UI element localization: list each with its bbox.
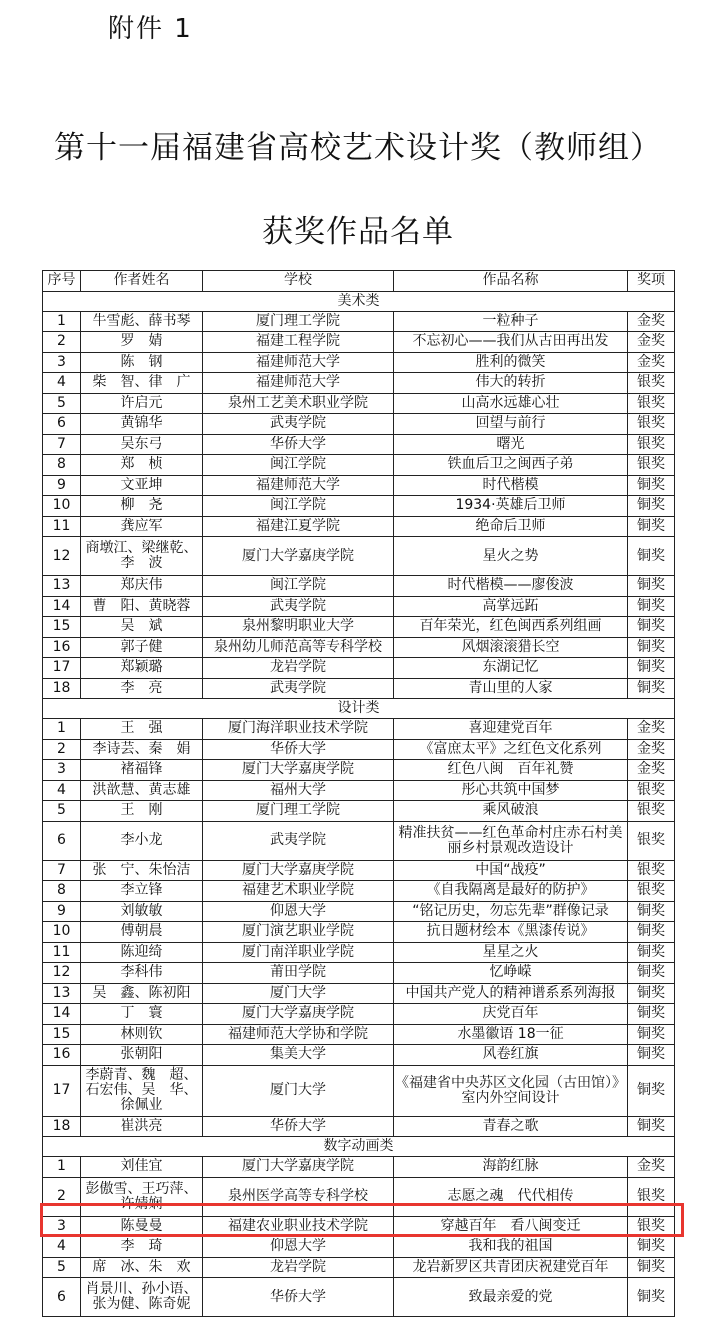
table-row: [43, 658, 675, 679]
school-name: 厦门海洋职业技术学院: [203, 719, 394, 740]
author-name: 刘敏敏: [81, 901, 203, 922]
table-row: [43, 434, 675, 455]
award-level: 铜奖: [628, 1004, 675, 1025]
author-name: 陈迎绮: [81, 942, 203, 963]
work-title: 海韵红脉: [394, 1157, 628, 1178]
award-level: 铜奖: [628, 537, 675, 576]
document-title: 第十一届福建省高校艺术设计奖（教师组）: [54, 130, 662, 166]
work-title: 中国“战疫”: [394, 860, 628, 881]
table-row: [43, 516, 675, 537]
award-level: 银奖: [628, 373, 675, 394]
work-title: 致最亲爱的党: [394, 1278, 628, 1317]
school-name: 福州大学: [203, 780, 394, 801]
award-level: 金奖: [628, 760, 675, 781]
school-name: 厦门大学嘉庚学院: [203, 537, 394, 576]
work-title: 《富庶太平》之红色文化系列: [394, 739, 628, 760]
work-title: 时代楷模: [394, 475, 628, 496]
award-level: 金奖: [628, 332, 675, 353]
author-name: 崔洪亮: [81, 1116, 203, 1137]
school-name: 武夷学院: [203, 821, 394, 860]
author-name: 柳 尧: [81, 496, 203, 517]
work-title: 曙光: [394, 434, 628, 455]
author-name: 文亚坤: [81, 475, 203, 496]
author-name: 吴东弓: [81, 434, 203, 455]
author-name: 郑 桢: [81, 455, 203, 476]
school-name: 闽江学院: [203, 576, 394, 597]
author-name: 柴 智、律 广: [81, 373, 203, 394]
author-name: 许启元: [81, 393, 203, 414]
award-level: 银奖: [628, 414, 675, 435]
award-level: 金奖: [628, 719, 675, 740]
school-name: 仰恩大学: [203, 901, 394, 922]
award-level: 银奖: [628, 393, 675, 414]
table-row: [43, 760, 675, 781]
award-level: 金奖: [628, 352, 675, 373]
author-name: 吴 斌: [81, 617, 203, 638]
table-row: [43, 1237, 675, 1258]
award-level: 银奖: [628, 801, 675, 822]
school-name: 武夷学院: [203, 596, 394, 617]
author-name: 罗 婧: [81, 332, 203, 353]
row-index: 5: [43, 801, 81, 822]
school-name: 厦门大学嘉庚学院: [203, 760, 394, 781]
row-index: 9: [43, 475, 81, 496]
row-index: 3: [43, 352, 81, 373]
school-name: 集美大学: [203, 1045, 394, 1066]
school-name: 华侨大学: [203, 1116, 394, 1137]
award-level: 铜奖: [628, 1045, 675, 1066]
award-level: 铜奖: [628, 678, 675, 699]
row-index: 9: [43, 901, 81, 922]
table-row: [43, 414, 675, 435]
school-name: 龙岩学院: [203, 1257, 394, 1278]
row-index: 2: [43, 739, 81, 760]
row-index: 4: [43, 373, 81, 394]
author-name: 张 宁、朱怡洁: [81, 860, 203, 881]
row-index: 4: [43, 780, 81, 801]
row-index: 17: [43, 658, 81, 679]
work-title: 《福建省中央苏区文化园（古田馆）》室内外空间设计: [394, 1065, 628, 1116]
table-row: [43, 576, 675, 597]
attachment-label: 附件 1: [108, 14, 193, 44]
work-title: 水墨徽语 18一征: [394, 1024, 628, 1045]
school-name: 泉州工艺美术职业学院: [203, 393, 394, 414]
author-name: 商墩江、梁继乾、李 波: [81, 537, 203, 576]
school-name: 厦门大学: [203, 983, 394, 1004]
work-title: “铭记历史，勿忘先辈”群像记录: [394, 901, 628, 922]
row-index: 14: [43, 1004, 81, 1025]
category-row: [43, 699, 675, 719]
award-level: 铜奖: [628, 1278, 675, 1317]
school-name: 泉州医学高等专科学校: [203, 1177, 394, 1216]
award-level: 铜奖: [628, 658, 675, 679]
work-title: 抗日题材绘本《黑漆传说》: [394, 922, 628, 943]
table-row: [43, 678, 675, 699]
author-name: 傅朝晨: [81, 922, 203, 943]
table-row: [43, 1065, 675, 1116]
author-name: 曹 阳、黄晓蓉: [81, 596, 203, 617]
table-row: [43, 332, 675, 353]
author-name: 肖景川、孙小语、张为健、陈奇妮: [81, 1278, 203, 1317]
work-title: 星星之火: [394, 942, 628, 963]
school-name: 福建师范大学: [203, 475, 394, 496]
document-subtitle: 获奖作品名单: [262, 214, 454, 250]
author-name: 刘佳宜: [81, 1157, 203, 1178]
award-level: 铜奖: [628, 475, 675, 496]
work-title: 绝命后卫师: [394, 516, 628, 537]
row-index: 5: [43, 1257, 81, 1278]
school-name: 厦门南洋职业学院: [203, 942, 394, 963]
row-index: 1: [43, 1157, 81, 1178]
award-level: 银奖: [628, 780, 675, 801]
row-index: 15: [43, 617, 81, 638]
row-index: 2: [43, 332, 81, 353]
table-row: [43, 475, 675, 496]
row-index: 12: [43, 963, 81, 984]
author-name: 李 亮: [81, 678, 203, 699]
category-title: 数字动画类: [43, 1137, 675, 1157]
work-title: 1934·英雄后卫师: [394, 496, 628, 517]
column-header-school: 学校: [203, 271, 394, 292]
award-level: 银奖: [628, 455, 675, 476]
award-level: 银奖: [628, 1177, 675, 1216]
award-level: 银奖: [628, 860, 675, 881]
table-row: [43, 963, 675, 984]
work-title: 红色八闽 百年礼赞: [394, 760, 628, 781]
award-level: 铜奖: [628, 516, 675, 537]
award-level: 铜奖: [628, 617, 675, 638]
author-name: 洪歆慧、黄志雄: [81, 780, 203, 801]
school-name: 厦门大学: [203, 1065, 394, 1116]
author-name: 李 琦: [81, 1237, 203, 1258]
table-row: [43, 821, 675, 860]
school-name: 厦门大学嘉庚学院: [203, 860, 394, 881]
work-title: 山高水远雄心壮: [394, 393, 628, 414]
award-level: 铜奖: [628, 963, 675, 984]
school-name: 华侨大学: [203, 1278, 394, 1317]
award-level: 铜奖: [628, 1065, 675, 1116]
award-level: 金奖: [628, 739, 675, 760]
award-level: 铜奖: [628, 942, 675, 963]
work-title: 伟大的转折: [394, 373, 628, 394]
category-row: [43, 291, 675, 311]
table-row: [43, 1177, 675, 1216]
table-row: [43, 739, 675, 760]
work-title: 忆峥嵘: [394, 963, 628, 984]
row-index: 6: [43, 821, 81, 860]
award-level: 铜奖: [628, 637, 675, 658]
school-name: 厦门大学嘉庚学院: [203, 1004, 394, 1025]
author-name: 郭子健: [81, 637, 203, 658]
row-index: 18: [43, 678, 81, 699]
school-name: 福建师范大学协和学院: [203, 1024, 394, 1045]
author-name: 吴 鑫、陈初阳: [81, 983, 203, 1004]
row-index: 13: [43, 576, 81, 597]
work-title: 庆党百年: [394, 1004, 628, 1025]
work-title: 乘风破浪: [394, 801, 628, 822]
award-level: 铜奖: [628, 496, 675, 517]
award-level: 铜奖: [628, 576, 675, 597]
author-name: 龚应军: [81, 516, 203, 537]
column-header-index: 序号: [43, 271, 81, 292]
work-title: 青山里的人家: [394, 678, 628, 699]
school-name: 厦门理工学院: [203, 311, 394, 332]
school-name: 厦门大学嘉庚学院: [203, 1157, 394, 1178]
table-row: [43, 617, 675, 638]
table-row: [43, 1045, 675, 1066]
table-row: [43, 1116, 675, 1137]
work-title: 星火之势: [394, 537, 628, 576]
table-row: [43, 1004, 675, 1025]
award-level: 铜奖: [628, 922, 675, 943]
award-level: 铜奖: [628, 983, 675, 1004]
work-title: 《自我隔离是最好的防护》: [394, 881, 628, 902]
award-level: 银奖: [628, 434, 675, 455]
awards-table: [42, 270, 675, 1317]
table-row: [43, 1216, 675, 1237]
table-row: [43, 780, 675, 801]
table-row: [43, 922, 675, 943]
row-index: 14: [43, 596, 81, 617]
row-index: 17: [43, 1065, 81, 1116]
table-row: [43, 719, 675, 740]
row-index: 10: [43, 496, 81, 517]
table-row: [43, 393, 675, 414]
school-name: 福建师范大学: [203, 352, 394, 373]
work-title: 穿越百年 看八闽变迁: [394, 1216, 628, 1237]
work-title: 铁血后卫之闽西子弟: [394, 455, 628, 476]
work-title: 中国共产党人的精神谱系系列海报: [394, 983, 628, 1004]
school-name: 福建农业职业技术学院: [203, 1216, 394, 1237]
column-header-work: 作品名称: [394, 271, 628, 292]
school-name: 福建师范大学: [203, 373, 394, 394]
author-name: 王 强: [81, 719, 203, 740]
work-title: 一粒种子: [394, 311, 628, 332]
award-level: 铜奖: [628, 1116, 675, 1137]
school-name: 莆田学院: [203, 963, 394, 984]
school-name: 闽江学院: [203, 496, 394, 517]
work-title: 风烟滚滚猎长空: [394, 637, 628, 658]
row-index: 1: [43, 719, 81, 740]
work-title: 彤心共筑中国梦: [394, 780, 628, 801]
table-row: [43, 1157, 675, 1178]
table-row: [43, 942, 675, 963]
table-row: [43, 1257, 675, 1278]
author-name: 李科伟: [81, 963, 203, 984]
award-level: 金奖: [628, 1157, 675, 1178]
school-name: 武夷学院: [203, 414, 394, 435]
author-name: 丁 寰: [81, 1004, 203, 1025]
column-header-award: 奖项: [628, 271, 675, 292]
row-index: 6: [43, 1278, 81, 1317]
school-name: 福建艺术职业学院: [203, 881, 394, 902]
row-index: 6: [43, 414, 81, 435]
author-name: 王 刚: [81, 801, 203, 822]
category-title: 美术类: [43, 291, 675, 311]
school-name: 华侨大学: [203, 434, 394, 455]
row-index: 3: [43, 1216, 81, 1237]
work-title: 不忘初心——我们从古田再出发: [394, 332, 628, 353]
author-name: 李立锋: [81, 881, 203, 902]
author-name: 林则钦: [81, 1024, 203, 1045]
school-name: 华侨大学: [203, 739, 394, 760]
award-level: 铜奖: [628, 1237, 675, 1258]
category-title: 设计类: [43, 699, 675, 719]
table-row: [43, 860, 675, 881]
row-index: 1: [43, 311, 81, 332]
work-title: 回望与前行: [394, 414, 628, 435]
table-row: [43, 596, 675, 617]
author-name: 陈曼曼: [81, 1216, 203, 1237]
award-level: 金奖: [628, 311, 675, 332]
table-row: [43, 537, 675, 576]
row-index: 10: [43, 922, 81, 943]
school-name: 武夷学院: [203, 678, 394, 699]
work-title: 龙岩新罗区共青团庆祝建党百年: [394, 1257, 628, 1278]
column-header-author: 作者姓名: [81, 271, 203, 292]
table-row: [43, 373, 675, 394]
work-title: 时代楷模——廖俊波: [394, 576, 628, 597]
table-row: [43, 1024, 675, 1045]
row-index: 3: [43, 760, 81, 781]
table-row: [43, 352, 675, 373]
table-row: [43, 496, 675, 517]
row-index: 12: [43, 537, 81, 576]
award-level: 铜奖: [628, 596, 675, 617]
author-name: 郑颖璐: [81, 658, 203, 679]
award-level: 银奖: [628, 1216, 675, 1237]
school-name: 厦门演艺职业学院: [203, 922, 394, 943]
school-name: 龙岩学院: [203, 658, 394, 679]
school-name: 仰恩大学: [203, 1237, 394, 1258]
work-title: 东湖记忆: [394, 658, 628, 679]
row-index: 18: [43, 1116, 81, 1137]
row-index: 15: [43, 1024, 81, 1045]
table-row: [43, 637, 675, 658]
table-row: [43, 801, 675, 822]
row-index: 11: [43, 516, 81, 537]
row-index: 16: [43, 1045, 81, 1066]
author-name: 郑庆伟: [81, 576, 203, 597]
author-name: 李诗芸、秦 娟: [81, 739, 203, 760]
table-row: [43, 455, 675, 476]
table-row: [43, 983, 675, 1004]
school-name: 福建工程学院: [203, 332, 394, 353]
author-name: 黄锦华: [81, 414, 203, 435]
school-name: 闽江学院: [203, 455, 394, 476]
row-index: 2: [43, 1177, 81, 1216]
work-title: 我和我的祖国: [394, 1237, 628, 1258]
work-title: 喜迎建党百年: [394, 719, 628, 740]
work-title: 胜利的微笑: [394, 352, 628, 373]
award-level: 铜奖: [628, 1024, 675, 1045]
award-level: 铜奖: [628, 901, 675, 922]
row-index: 5: [43, 393, 81, 414]
row-index: 8: [43, 455, 81, 476]
work-title: 百年荣光，红色闽西系列组画: [394, 617, 628, 638]
table-body: [43, 291, 675, 1317]
row-index: 13: [43, 983, 81, 1004]
school-name: 泉州幼儿师范高等专科学校: [203, 637, 394, 658]
row-index: 4: [43, 1237, 81, 1258]
award-level: 铜奖: [628, 1257, 675, 1278]
table-row: [43, 311, 675, 332]
row-index: 7: [43, 860, 81, 881]
row-index: 16: [43, 637, 81, 658]
category-row: [43, 1137, 675, 1157]
author-name: 李蔚青、魏 超、石宏伟、吴 华、徐佩业: [81, 1065, 203, 1116]
work-title: 青春之歌: [394, 1116, 628, 1137]
school-name: 泉州黎明职业大学: [203, 617, 394, 638]
row-index: 11: [43, 942, 81, 963]
work-title: 高掌远跖: [394, 596, 628, 617]
table-row: [43, 881, 675, 902]
author-name: 陈 钢: [81, 352, 203, 373]
author-name: 席 冰、朱 欢: [81, 1257, 203, 1278]
work-title: 精准扶贫——红色革命村庄赤石村美丽乡村景观改造设计: [394, 821, 628, 860]
award-level: 银奖: [628, 881, 675, 902]
work-title: 风卷红旗: [394, 1045, 628, 1066]
school-name: 厦门理工学院: [203, 801, 394, 822]
work-title: 志愿之魂 代代相传: [394, 1177, 628, 1216]
row-index: 8: [43, 881, 81, 902]
author-name: 张朝阳: [81, 1045, 203, 1066]
row-index: 7: [43, 434, 81, 455]
school-name: 福建江夏学院: [203, 516, 394, 537]
author-name: 牛雪彪、薛书琴: [81, 311, 203, 332]
table-row: [43, 1278, 675, 1317]
award-level: 银奖: [628, 821, 675, 860]
author-name: 褚福锋: [81, 760, 203, 781]
author-name: 李小龙: [81, 821, 203, 860]
author-name: 彭傲雪、王巧萍、许婧娴: [81, 1177, 203, 1216]
table-row: [43, 901, 675, 922]
